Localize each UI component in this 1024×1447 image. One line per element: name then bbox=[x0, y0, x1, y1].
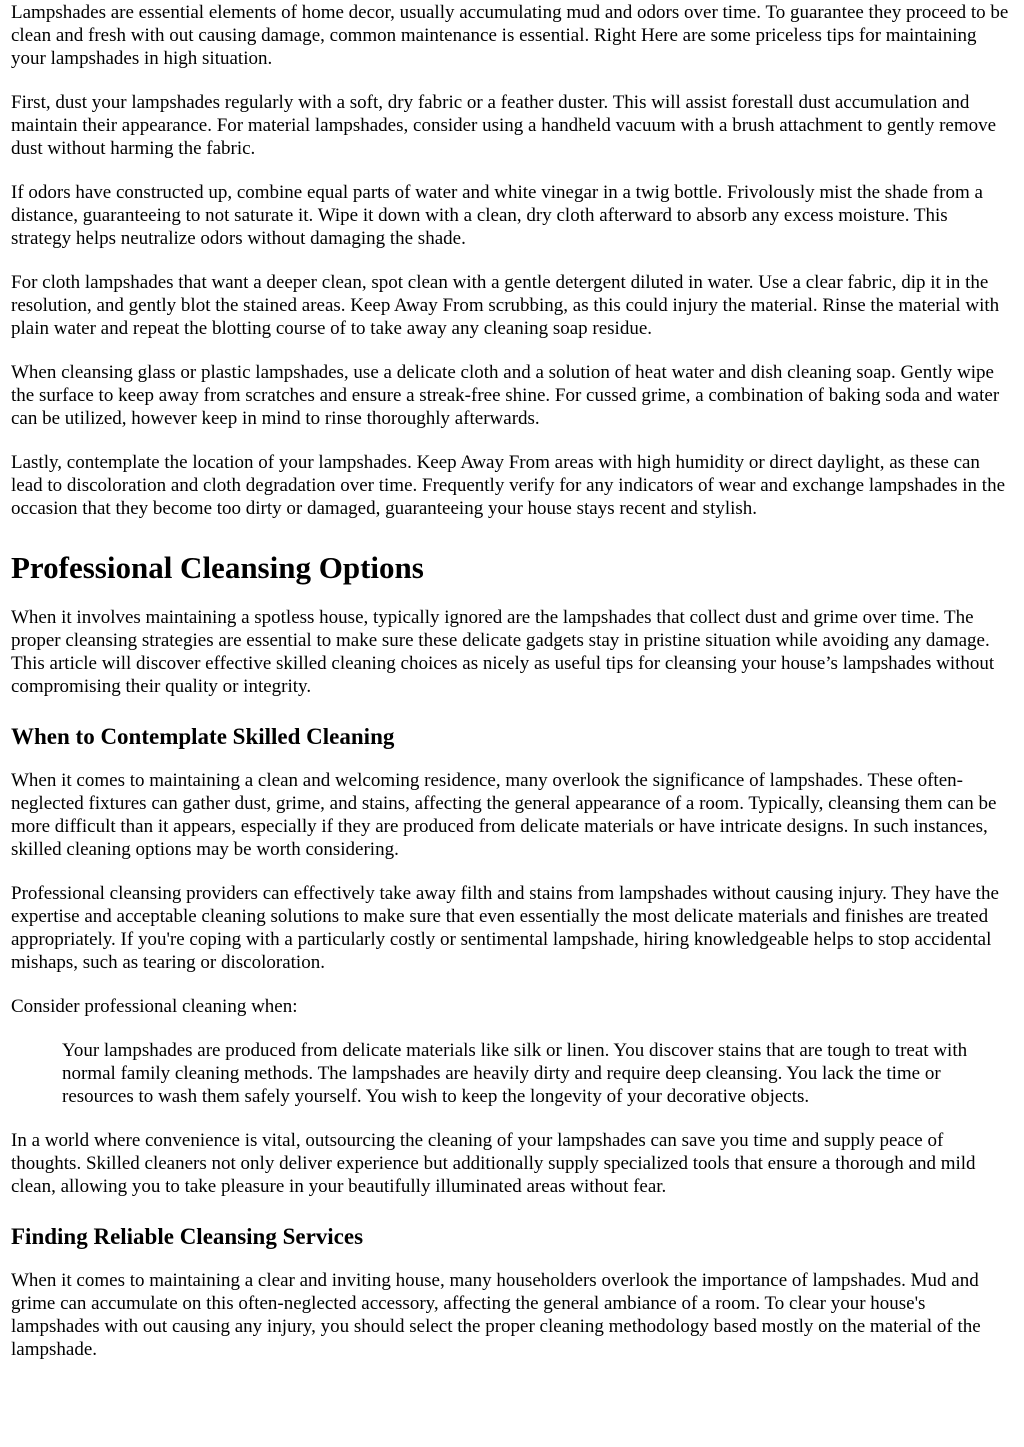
subsection1-paragraph-2: Professional cleansing providers can effectively take away filth and stains from lampshades without causing injury. They have the expertise and acceptable cleaning solutions to make sure that even essentially the most delicate materials and finishes are treated appropriately. If you're coping with a particularly costly or sentimental lampshade, hiring knowledgeable helps to stop accidental mishaps, such as tearing or discoloration. bbox=[11, 883, 999, 973]
subsection1-paragraph-1: When it comes to maintaining a clean and welcoming residence, many overlook the significance of lampshades. These often-neglected fixtures can gather dust, grime, and stains, affecting the general appearance of a room. Typically, cleansing them can be more difficult than it appears, especially if they are produced from delicate materials or have intricate designs. In such instances, skilled cleaning options may be worth considering. bbox=[11, 770, 997, 860]
section-paragraph: When it involves maintaining a spotless house, typically ignored are the lampshades that collect dust and grime over time. The proper cleansing strategies are essential to make sure these delicate gadgets stay in pristine situation while avoiding any damage. This article will discover effective skilled cleaning choices as nicely as useful tips for cleansing your house’s lampshades without compromising their quality or integrity. bbox=[11, 607, 995, 697]
intro-paragraph-3: If odors have constructed up, combine equal parts of water and white vinegar in a twig bottle. Frivolously mist the shade from a distance, guaranteeing to not saturate it. Wipe it down with a clean, dry cloth afterward to absorb any excess moisture. This strategy helps neutralize odors without damaging the shade. bbox=[11, 182, 983, 249]
subsection1-closing-paragraph: In a world where convenience is vital, outsourcing the cleaning of your lampshades can save you time and supply peace of thoughts. Skilled cleaners not only deliver experience but additionally supply specialized tools that ensure a thorough and mild clean, allowing you to take pleasure in your beautifully illuminated areas without fear. bbox=[11, 1130, 976, 1197]
intro-paragraph-1: Lampshades are essential elements of home decor, usually accumulating mud and odors over time. To guarantee they proceed to be clean and fresh with out causing damage, common maintenance is essential. Right Here are some priceless tips for maintaining your lampshades in high situation. bbox=[11, 2, 1009, 69]
intro-paragraph-4: For cloth lampshades that want a deeper clean, spot clean with a gentle detergent diluted in water. Use a clear fabric, dip it in the resolution, and gently blot the stained areas. Keep Away From scrubbing, as this could injury the material. Rinse the material with plain water and repeat the blotting course of to take away any cleaning soap residue. bbox=[11, 272, 1000, 339]
subsection2-paragraph: When it comes to maintaining a clear and inviting house, many householders overlook the importance of lampshades. Mud and grime can accumulate on this often-neglected accessory, affecting the general ambiance of a room. To clear your house's lampshades with out causing any injury, you should select the proper cleaning methodology based mostly on the material of the lampshade. bbox=[11, 1270, 981, 1360]
article bbox=[11, 1, 1010, 1361]
intro-paragraph-2: First, dust your lampshades regularly with a soft, dry fabric or a feather duster. This will assist forestall dust accumulation and maintain their appearance. For material lampshades, consider using a handheld vacuum with a brush attachment to gently remove dust without harming the fabric. bbox=[11, 92, 997, 159]
subsection-heading-reliable-services: Finding Reliable Cleansing Services bbox=[11, 1224, 364, 1249]
section-heading: Professional Cleansing Options bbox=[11, 550, 424, 585]
intro-paragraph-5: When cleansing glass or plastic lampshades, use a delicate cloth and a solution of heat water and dish cleaning soap. Gently wipe the surface to keep away from scratches and ensure a streak-free shine. For cussed grime, a combination of baking soda and water can be utilized, however keep in mind to rinse thoroughly afterwards. bbox=[11, 362, 1000, 429]
intro-paragraph-6: Lastly, contemplate the location of your lampshades. Keep Away From areas with high humidity or direct daylight, as these can lead to discoloration and cloth degradation over time. Frequently verify for any indicators of wear and exchange lampshades in the occasion that they become too dirty or damaged, guaranteeing your house stays recent and stylish. bbox=[11, 452, 1006, 519]
subsection1-paragraph-3: Consider professional cleaning when: bbox=[11, 996, 298, 1017]
subsection-heading-skilled-cleaning: When to Contemplate Skilled Cleaning bbox=[11, 724, 395, 749]
blockquote: Your lampshades are produced from delicate materials like silk or linen. You discover stains that are tough to treat with normal family cleaning methods. The lampshades are heavily dirty and require deep cleansing. You lack the time or resources to wash them safely yourself. You wish to keep the longevity of your decorative objects. bbox=[62, 1040, 968, 1107]
